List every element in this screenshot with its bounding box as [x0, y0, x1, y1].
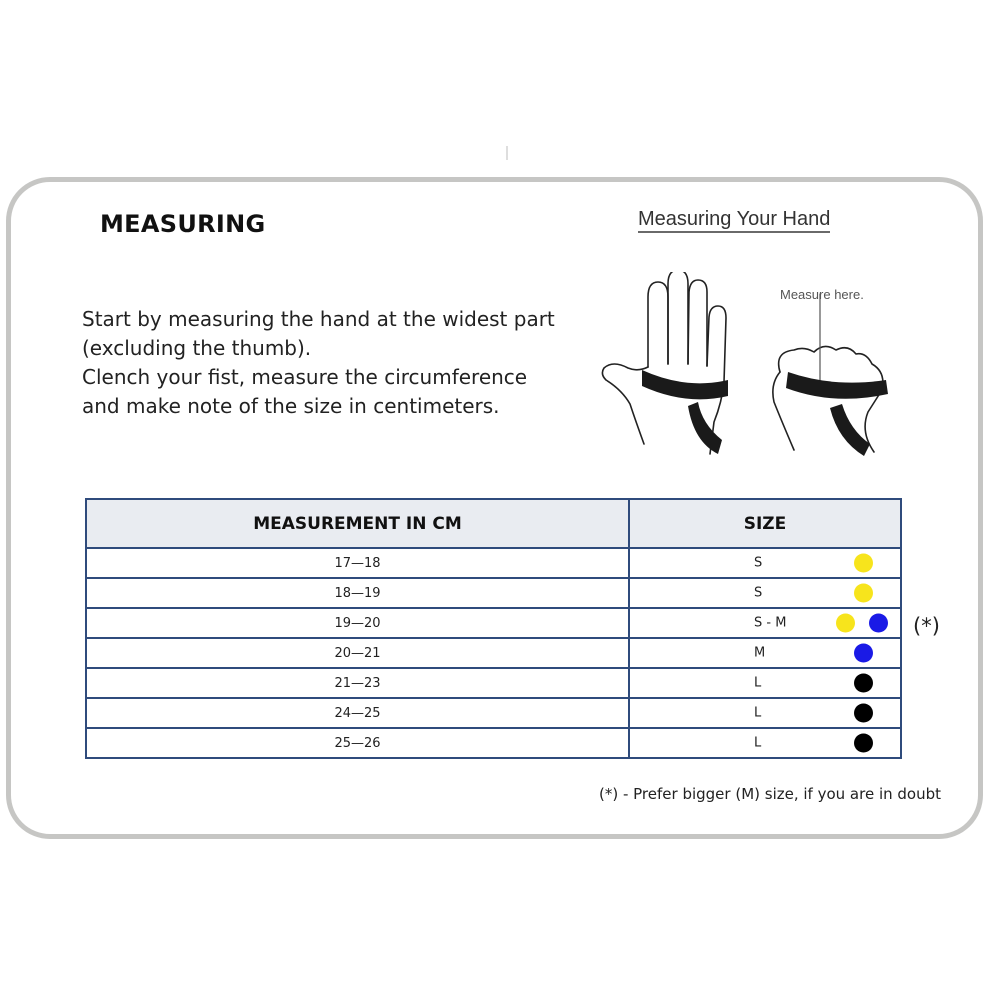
size-label: L [754, 705, 762, 721]
size-label: M [754, 645, 766, 661]
instruction-line: (excluding the thumb). [82, 336, 312, 360]
measurement-cell: 17—18 [86, 548, 629, 578]
measurement-cell: 20—21 [86, 638, 629, 668]
footnote: (*) - Prefer bigger (M) size, if you are in doubt [599, 785, 941, 803]
tape-band-left [642, 370, 728, 454]
yellow-size-dot-icon [854, 584, 873, 603]
instruction-line: Clench your fist, measure the circumference [82, 365, 528, 389]
table-row [86, 578, 901, 608]
table-row [86, 698, 901, 728]
black-size-dot-icon [854, 734, 873, 753]
measurement-cell: 21—23 [86, 668, 629, 698]
yellow-size-dot-icon [854, 554, 873, 573]
measurement-cell: 24—25 [86, 698, 629, 728]
size-label: L [754, 675, 762, 691]
blue-size-dot-icon [869, 614, 888, 633]
size-cell [629, 668, 901, 698]
size-cell [629, 548, 901, 578]
doubt-marker: (*) [913, 614, 940, 638]
decorative-tick [506, 146, 508, 160]
size-label: S - M [754, 615, 787, 631]
table-row [86, 668, 901, 698]
black-size-dot-icon [854, 704, 873, 723]
page-title: MEASURING [100, 210, 266, 238]
blue-size-dot-icon [854, 644, 873, 663]
size-label: S [754, 585, 763, 601]
size-cell [629, 608, 901, 638]
size-cell [629, 698, 901, 728]
hand-measuring-illustration [598, 272, 898, 457]
table-row [86, 638, 901, 668]
size-label: L [754, 735, 762, 751]
measurement-cell: 19—20 [86, 608, 629, 638]
size-chart-table [85, 498, 902, 759]
measurement-cell: 18—19 [86, 578, 629, 608]
table-row [86, 728, 901, 758]
yellow-size-dot-icon [836, 614, 855, 633]
measure-here-label: Measure here. [780, 287, 864, 302]
column-header-size: SIZE [629, 499, 901, 548]
illustration-heading: Measuring Your Hand [638, 208, 830, 233]
table-header-row [86, 499, 901, 548]
measurement-cell: 25—26 [86, 728, 629, 758]
column-header-measurement: MEASUREMENT IN CM [86, 499, 629, 548]
instructions [82, 305, 582, 421]
black-size-dot-icon [854, 674, 873, 693]
instruction-line: Start by measuring the hand at the widest part [82, 307, 555, 331]
table-row [86, 548, 901, 578]
size-cell [629, 578, 901, 608]
size-label: S [754, 555, 763, 571]
size-cell [629, 638, 901, 668]
table-row [86, 608, 901, 638]
tape-band-right [786, 372, 888, 456]
size-cell [629, 728, 901, 758]
instruction-line: and make note of the size in centimeters. [82, 394, 500, 418]
